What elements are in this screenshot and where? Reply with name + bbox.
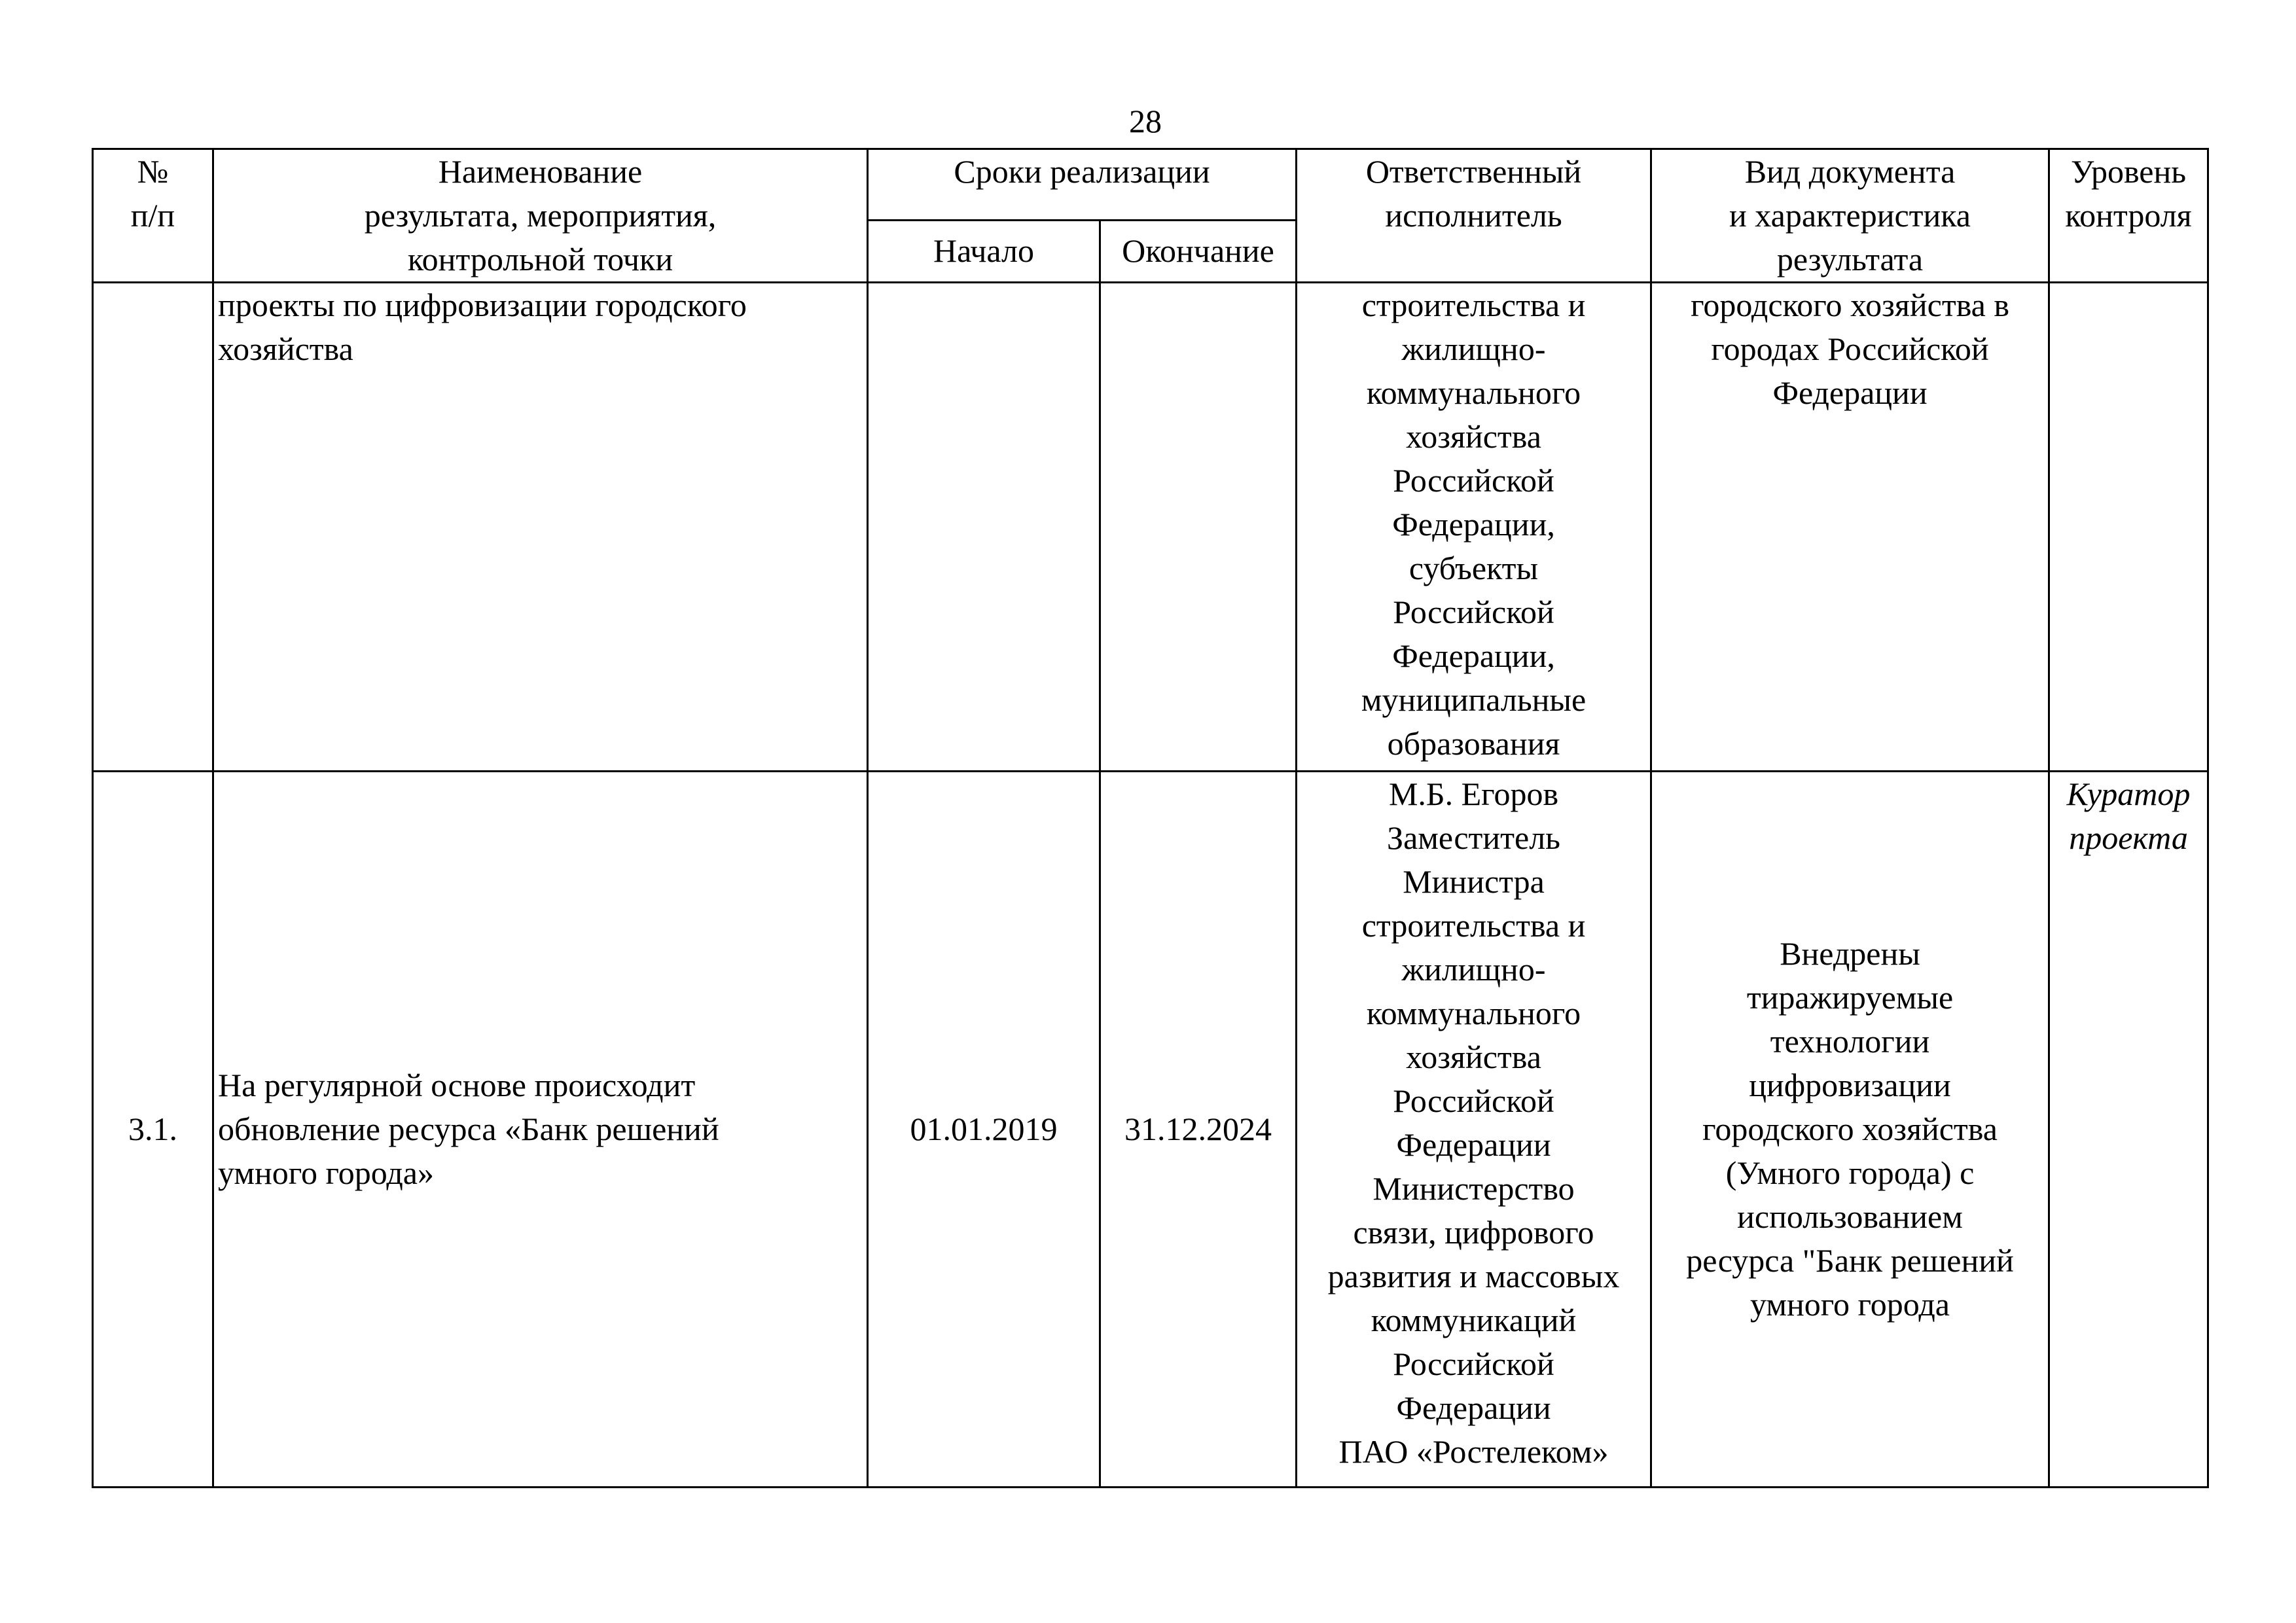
row-start: 01.01.2019 xyxy=(868,772,1100,1488)
header-start: Начало xyxy=(868,220,1100,283)
table-header xyxy=(93,149,2208,283)
row-num xyxy=(93,283,213,772)
header-responsible: Ответственный исполнитель xyxy=(1297,149,1651,283)
row-num: 3.1. xyxy=(93,772,213,1488)
page-number: 28 xyxy=(1129,103,1162,139)
header-name: Наименование результата, мероприятия, контрольной точки xyxy=(213,149,868,283)
row-name: проекты по цифровизации городского хозяйства xyxy=(213,283,868,772)
row-doc: Внедрены тиражируемые технологии цифровизации городского хозяйства (Умного города) с использованием ресурса "Банк решений умного города xyxy=(1651,772,2049,1488)
row-level xyxy=(2049,283,2208,772)
row-level: Куратор проекта xyxy=(2049,772,2208,1488)
table-row xyxy=(93,283,2208,772)
implementation-plan-table xyxy=(92,148,2209,1488)
header-level: Уровень контроля xyxy=(2049,149,2208,283)
header-num: № п/п xyxy=(93,149,213,283)
row-responsible: М.Б. Егоров Заместитель Министра строительства и жилищно- коммунального хозяйства Российской Федерации Министерство связи, цифрового развития и массовых коммуникаций Российской Федерации ПАО «Ростелеком» xyxy=(1297,772,1651,1488)
row-name: На регулярной основе происходит обновление ресурса «Банк решений умного города» xyxy=(213,772,868,1488)
row-end xyxy=(1100,283,1297,772)
row-doc: городского хозяйства в городах Российской Федерации xyxy=(1651,283,2049,772)
row-end: 31.12.2024 xyxy=(1100,772,1297,1488)
header-terms: Сроки реализации xyxy=(868,149,1297,221)
row-start xyxy=(868,283,1100,772)
table-row xyxy=(93,772,2208,1488)
header-end: Окончание xyxy=(1100,220,1297,283)
row-responsible: строительства и жилищно- коммунального хозяйства Российской Федерации, субъекты Российской Федерации, муниципальные образования xyxy=(1297,283,1651,772)
header-doc: Вид документа и характеристика результата xyxy=(1651,149,2049,283)
